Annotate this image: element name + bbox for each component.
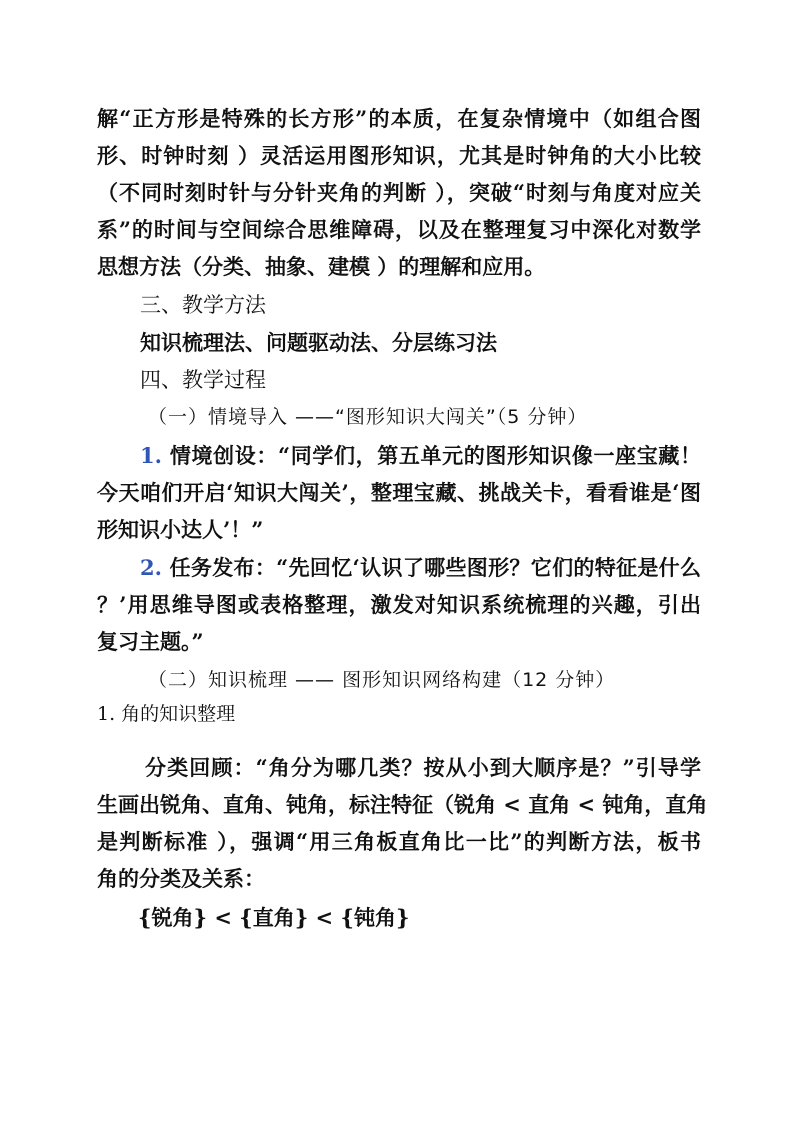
item-number: 2.: [140, 555, 162, 580]
paragraph-line: 角的分类及关系：: [97, 866, 265, 891]
formula: {锐角} < {直角} < {钝角}: [138, 905, 410, 930]
section-heading: 三、教学方法: [140, 293, 266, 317]
part-heading: （二）知识梳理 —— 图形知识网络构建（12 分钟）: [148, 669, 616, 691]
paragraph-line: 形、时钟时刻 ）灵活运用图形知识，尤其是时钟角的大小比较: [97, 143, 701, 168]
item-number: 1.: [140, 443, 162, 468]
paragraph-line: 今天咱们开启‘知识大闯关’，整理宝藏、挑战关卡，看看谁是‘图: [97, 480, 701, 505]
section-heading: 四、教学过程: [140, 368, 266, 392]
list-item: [140, 440, 701, 472]
paragraph-line: ？’用思维导图或表格整理，激发对知识系统梳理的兴趣，引出: [97, 592, 701, 617]
item-text: 任务发布：“先回忆‘认识了哪些图形？它们的特征是什么: [161, 555, 701, 580]
paragraph-line: 思想方法（分类、抽象、建模 ）的理解和应用。: [97, 254, 546, 279]
item-text: 情境创设：“同学们，第五单元的图形知识像一座宝藏！: [161, 443, 701, 468]
paragraph-line: 形知识小达人’！”: [97, 517, 264, 542]
paragraph-line: 解“正方形是特殊的长方形”的本质，在复杂情境中（如组合图: [97, 106, 701, 131]
subsection-heading: 1. 角的知识整理: [97, 703, 236, 725]
section-body: 知识梳理法、问题驱动法、分层练习法: [140, 330, 497, 355]
paragraph-line: 是判断标准 ），强调“用三角板直角比一比”的判断方法，板书: [97, 829, 701, 854]
paragraph-line: 生画出锐角、直角、钝角，标注特征（锐角 < 直角 < 钝角，直角: [97, 792, 708, 817]
list-item: [140, 552, 701, 584]
paragraph-line: 系”的时间与空间综合思维障碍，以及在整理复习中深化对数学: [97, 217, 701, 242]
paragraph-line: 复习主题。”: [97, 629, 204, 654]
paragraph-line: 分类回顾：“角分为哪几类？按从小到大顺序是？”引导学: [145, 755, 701, 780]
part-heading: （一）情境导入 ——“图形知识大闯关”（5 分钟）: [148, 406, 588, 428]
paragraph-line: （不同时刻时针与分针夹角的判断 ），突破“时刻与角度对应关: [97, 180, 701, 205]
